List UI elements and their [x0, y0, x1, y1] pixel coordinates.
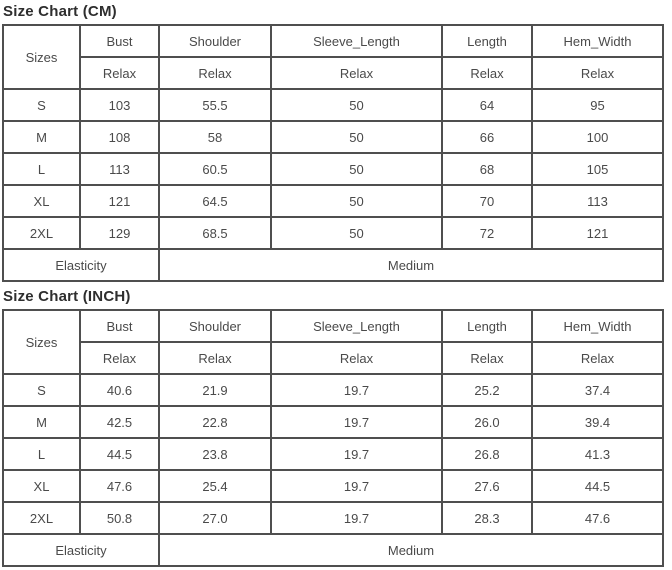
measurement-cell: 23.8 — [159, 438, 271, 470]
size-chart-inch-title: Size Chart (INCH) — [3, 288, 131, 305]
column-header-row — [3, 25, 663, 57]
column-header-bust: Bust — [80, 25, 159, 57]
column-header-length: Length — [442, 310, 532, 342]
measurement-cell: 68.5 — [159, 217, 271, 249]
column-header-hem-width: Hem_Width — [532, 25, 663, 57]
column-header-bust: Bust — [80, 310, 159, 342]
relax-cell: Relax — [159, 57, 271, 89]
relax-cell: Relax — [532, 57, 663, 89]
column-header-sleeve-length: Sleeve_Length — [271, 310, 442, 342]
size-label-cell: S — [3, 89, 80, 121]
measurement-cell: 19.7 — [271, 438, 442, 470]
measurement-cell: 105 — [532, 153, 663, 185]
relax-subheader-row — [3, 57, 663, 89]
measurement-cell: 113 — [532, 185, 663, 217]
measurement-cell: 40.6 — [80, 374, 159, 406]
measurement-cell: 19.7 — [271, 470, 442, 502]
measurement-cell: 26.8 — [442, 438, 532, 470]
measurement-cell: 39.4 — [532, 406, 663, 438]
column-header-row — [3, 310, 663, 342]
measurement-cell: 44.5 — [532, 470, 663, 502]
sizes-corner-cell: Sizes — [3, 310, 80, 374]
measurement-cell: 44.5 — [80, 438, 159, 470]
relax-subheader-row — [3, 342, 663, 374]
column-header-shoulder: Shoulder — [159, 25, 271, 57]
measurement-cell: 58 — [159, 121, 271, 153]
size-label-cell: L — [3, 438, 80, 470]
measurement-cell: 121 — [80, 185, 159, 217]
measurement-cell: 55.5 — [159, 89, 271, 121]
measurement-cell: 22.8 — [159, 406, 271, 438]
size-row — [3, 185, 663, 217]
measurement-cell: 26.0 — [442, 406, 532, 438]
measurement-cell: 50 — [271, 185, 442, 217]
measurement-cell: 25.4 — [159, 470, 271, 502]
measurement-cell: 70 — [442, 185, 532, 217]
measurement-cell: 64.5 — [159, 185, 271, 217]
measurement-cell: 42.5 — [80, 406, 159, 438]
size-row — [3, 153, 663, 185]
measurement-cell: 66 — [442, 121, 532, 153]
measurement-cell: 100 — [532, 121, 663, 153]
size-label-cell: 2XL — [3, 217, 80, 249]
measurement-cell: 37.4 — [532, 374, 663, 406]
measurement-cell: 47.6 — [532, 502, 663, 534]
size-label-cell: XL — [3, 185, 80, 217]
measurement-cell: 27.6 — [442, 470, 532, 502]
measurement-cell: 28.3 — [442, 502, 532, 534]
column-header-sleeve-length: Sleeve_Length — [271, 25, 442, 57]
elasticity-row — [3, 534, 663, 566]
column-header-length: Length — [442, 25, 532, 57]
relax-cell: Relax — [532, 342, 663, 374]
measurement-cell: 50 — [271, 153, 442, 185]
relax-cell: Relax — [271, 342, 442, 374]
measurement-cell: 50 — [271, 89, 442, 121]
size-chart-cm-table — [2, 24, 664, 282]
measurement-cell: 68 — [442, 153, 532, 185]
relax-cell: Relax — [442, 342, 532, 374]
measurement-cell: 25.2 — [442, 374, 532, 406]
elasticity-value-cell: Medium — [159, 249, 663, 281]
sizes-corner-cell: Sizes — [3, 25, 80, 89]
relax-cell: Relax — [80, 57, 159, 89]
size-row — [3, 470, 663, 502]
measurement-cell: 113 — [80, 153, 159, 185]
size-label-cell: M — [3, 121, 80, 153]
size-label-cell: 2XL — [3, 502, 80, 534]
relax-cell: Relax — [159, 342, 271, 374]
measurement-cell: 41.3 — [532, 438, 663, 470]
size-row — [3, 374, 663, 406]
measurement-cell: 21.9 — [159, 374, 271, 406]
measurement-cell: 50.8 — [80, 502, 159, 534]
size-label-cell: S — [3, 374, 80, 406]
measurement-cell: 95 — [532, 89, 663, 121]
size-row — [3, 217, 663, 249]
size-row — [3, 121, 663, 153]
measurement-cell: 50 — [271, 121, 442, 153]
size-chart-cm-title: Size Chart (CM) — [3, 3, 117, 20]
measurement-cell: 47.6 — [80, 470, 159, 502]
size-chart-inch-section — [2, 288, 662, 567]
size-row — [3, 502, 663, 534]
measurement-cell: 121 — [532, 217, 663, 249]
elasticity-label-cell: Elasticity — [3, 534, 159, 566]
elasticity-row — [3, 249, 663, 281]
elasticity-value-cell: Medium — [159, 534, 663, 566]
measurement-cell: 19.7 — [271, 374, 442, 406]
size-label-cell: XL — [3, 470, 80, 502]
column-header-hem-width: Hem_Width — [532, 310, 663, 342]
measurement-cell: 64 — [442, 89, 532, 121]
size-label-cell: L — [3, 153, 80, 185]
size-chart-inch-table — [2, 309, 664, 567]
measurement-cell: 103 — [80, 89, 159, 121]
column-header-shoulder: Shoulder — [159, 310, 271, 342]
relax-cell: Relax — [442, 57, 532, 89]
elasticity-label-cell: Elasticity — [3, 249, 159, 281]
size-label-cell: M — [3, 406, 80, 438]
measurement-cell: 19.7 — [271, 406, 442, 438]
size-row — [3, 438, 663, 470]
size-chart-cm-section — [2, 3, 662, 282]
measurement-cell: 60.5 — [159, 153, 271, 185]
measurement-cell: 72 — [442, 217, 532, 249]
size-row — [3, 406, 663, 438]
measurement-cell: 19.7 — [271, 502, 442, 534]
relax-cell: Relax — [271, 57, 442, 89]
measurement-cell: 108 — [80, 121, 159, 153]
measurement-cell: 50 — [271, 217, 442, 249]
measurement-cell: 129 — [80, 217, 159, 249]
size-row — [3, 89, 663, 121]
measurement-cell: 27.0 — [159, 502, 271, 534]
relax-cell: Relax — [80, 342, 159, 374]
